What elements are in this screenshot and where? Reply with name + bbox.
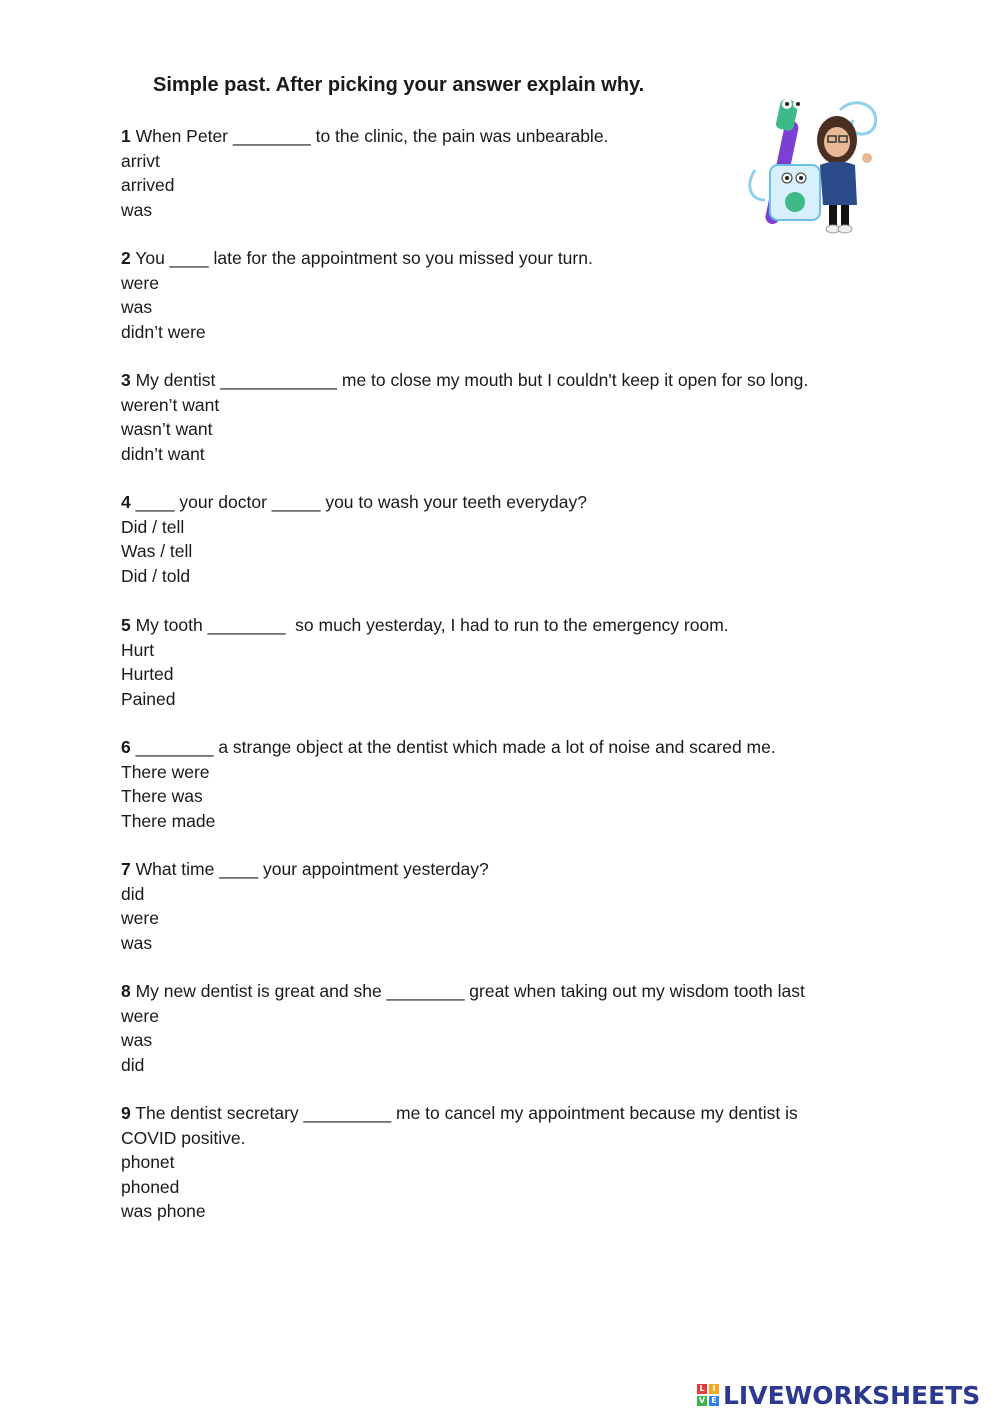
question-number: 3 (121, 370, 131, 390)
answer-option[interactable]: Pained (121, 688, 176, 709)
answer-option[interactable]: weren’t want (121, 394, 220, 415)
question-number: 9 (121, 1103, 131, 1123)
question-number: 4 (121, 492, 131, 512)
answer-option[interactable]: There made (121, 810, 216, 831)
question-text: ____ your doctor _____ you to wash your teeth everyday? (130, 492, 587, 512)
answer-option[interactable]: wasn’t want (121, 419, 213, 439)
answer-option[interactable]: did (121, 883, 145, 904)
answer-option[interactable]: Hurt (121, 639, 155, 660)
question-5 (121, 613, 729, 711)
worksheet-title: Simple past. After picking your answer explain why. (153, 74, 645, 96)
question-6 (121, 735, 776, 833)
question-text: My dentist ____________ me to close my mouth but I couldn't keep it open for so long. (130, 370, 809, 390)
question-1 (121, 124, 608, 222)
question-text: When Peter ________ to the clinic, the pain was unbearable. (130, 126, 609, 146)
question-number: 7 (121, 859, 131, 879)
answer-option[interactable]: was phone (121, 1201, 206, 1221)
question-text: ________ a strange object at the dentist which made a lot of noise and scared me. (130, 737, 776, 757)
question-text: What time ____ your appointment yesterday? (130, 859, 489, 879)
question-3 (121, 368, 808, 466)
question-number: 8 (121, 981, 131, 1001)
answer-option[interactable]: were (121, 908, 159, 928)
question-text: My new dentist is great and she ________ great when taking out my wisdom tooth last (130, 981, 805, 1001)
question-number: 6 (121, 737, 131, 757)
question-4 (121, 490, 587, 588)
answer-option[interactable]: Was / tell (121, 541, 193, 561)
question-number: 5 (121, 615, 131, 635)
answer-option[interactable]: did (121, 1054, 145, 1075)
answer-option[interactable]: There was (121, 786, 203, 806)
answer-option[interactable]: Did / tell (121, 516, 185, 537)
question-9 (121, 1101, 798, 1224)
logo-tile: L (697, 1384, 707, 1394)
answer-option[interactable]: arrivt (121, 150, 160, 171)
logo-tile: E (709, 1396, 719, 1406)
answer-option[interactable]: didn’t were (121, 321, 206, 342)
question-text: The dentist secretary _________ me to cancel my appointment because my dentist is COVID positive. (121, 1103, 798, 1148)
dentist-avatar-illustration (745, 90, 885, 235)
answer-option[interactable]: was (121, 932, 153, 953)
question-number: 2 (121, 248, 131, 268)
answer-option[interactable]: arrived (121, 175, 175, 195)
liveworksheets-logo[interactable] (697, 1381, 980, 1409)
answer-option[interactable]: Hurted (121, 664, 174, 684)
question-8 (121, 979, 805, 1077)
answer-option[interactable]: were (121, 272, 159, 293)
question-number: 1 (121, 126, 131, 146)
answer-option[interactable]: phoned (121, 1176, 180, 1197)
question-text: My tooth ________ so much yesterday, I had to run to the emergency room. (130, 615, 729, 635)
logo-tile: I (709, 1384, 719, 1394)
answer-option[interactable]: Did / told (121, 565, 191, 586)
answer-option[interactable]: There were (121, 761, 210, 782)
answer-option[interactable]: was (121, 297, 153, 317)
answer-option[interactable]: were (121, 1005, 159, 1026)
answer-option[interactable]: was (121, 1030, 153, 1050)
answer-option[interactable]: didn’t want (121, 443, 205, 464)
answer-option[interactable]: phonet (121, 1152, 175, 1172)
question-text: You ____ late for the appointment so you missed your turn. (130, 248, 593, 268)
logo-tiles-icon (697, 1384, 719, 1406)
logo-text: LIVEWORKSHEETS (723, 1380, 981, 1410)
question-7 (121, 857, 489, 955)
answer-option[interactable]: was (121, 199, 153, 220)
question-2 (121, 246, 593, 344)
logo-tile: V (698, 1396, 706, 1405)
